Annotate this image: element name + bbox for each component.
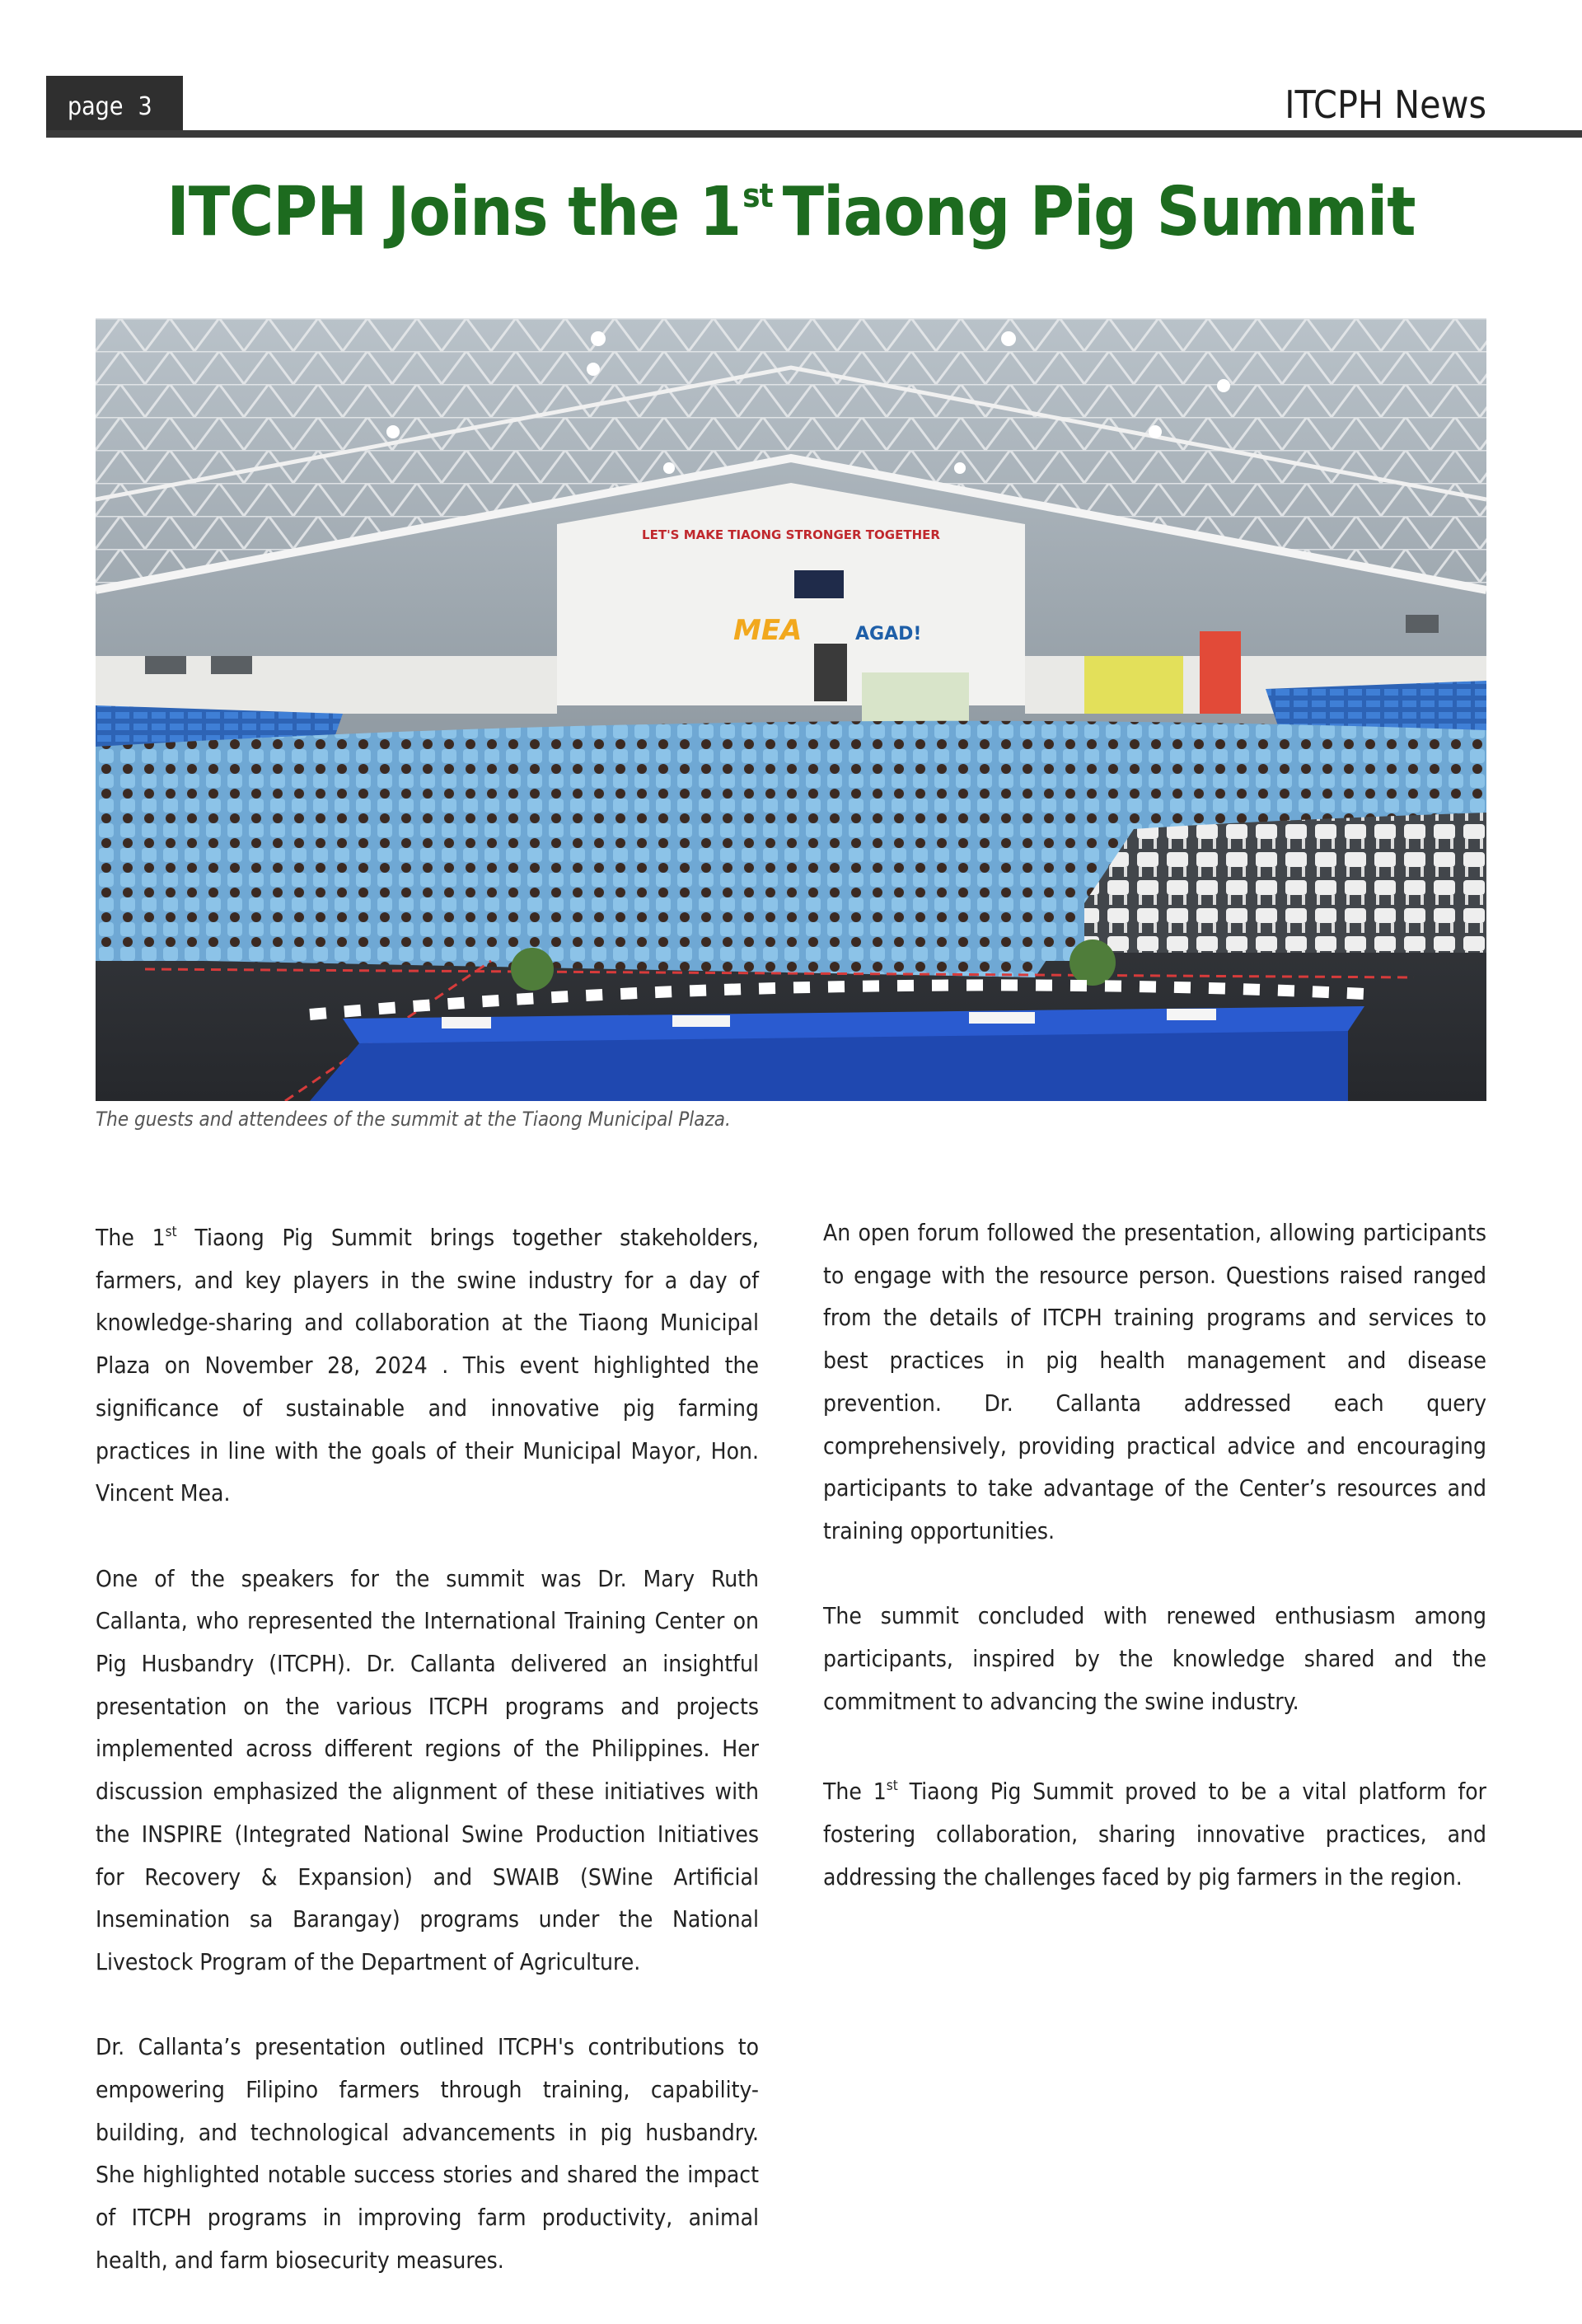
right-p3-ordinal: st [886, 1778, 898, 1795]
sign-right-text: AGAD! [855, 624, 922, 644]
right-paragraph-1: An open forum followed the presentation, allowing participants to engage with the resource person. Questions raised ranged from the details of ITCPH training programs and services to best practices in pig health management and disease prevention. Dr. Callanta addressed each query comprehensively, providing practical advice and encouraging participants to take advantage of the Center’s resources and training opportunities. [823, 1219, 1486, 1544]
event-photo [96, 318, 1486, 1101]
left-paragraph-3: Dr. Callanta’s presentation outlined ITCPH's contributions to empowering Filipino farmers through training, capability-building, and technological advancements in pig husbandry. She highlighted notable success stories and shared the impact of ITCPH programs in improving farm productivity, animal health, and farm biosecurity measures. [96, 2033, 759, 2274]
right-p3-start: The 1 [823, 1778, 887, 1806]
publication-title: ITCPH News [1285, 82, 1486, 127]
article-headline [0, 173, 1582, 251]
page-number-tab [46, 76, 183, 137]
left-paragraph-2: One of the speakers for the summit was Dr. Mary Ruth Callanta, who represented the International Training Center on Pig Husbandry (ITCPH). Dr. Callanta delivered an insightful presentation on the various ITCPH programs and projects implemented across different regions of the Philippines. Her discussion emphasized the alignment of these initiatives with the INSPIRE (Integrated National Swine Production Initiatives for Recovery & Expansion) and SWAIB (SWine Artificial Insemination sa Barangay) programs under the National Livestock Program of the Department of Agriculture. [96, 1564, 759, 1975]
left-p1-ordinal: st [165, 1224, 177, 1240]
left-paragraph-1 [96, 1211, 759, 1515]
left-p1-rest: Tiaong Pig Summit brings together stakeholders, farmers, and key players in the swine industry for a day of knowledge-sharing and collaboration at the Tiaong Municipal Plaza on November 28, 2024 . This event highlighted the significance of sustainable and innovative pig farming practices in line with the goals of their Municipal Mayor, Hon. Vincent Mea. [96, 1224, 759, 1507]
photo-caption: The guests and attendees of the summit at the Tiaong Municipal Plaza. [96, 1108, 731, 1131]
page-number: 3 [138, 91, 152, 121]
right-p3-rest: Tiaong Pig Summit proved to be a vital platform for fostering collaboration, sharing innovative practices, and addressing the challenges faced by pig farmers in the region. [823, 1778, 1486, 1891]
headline-ordinal: st [742, 177, 773, 215]
banner-text: LET'S MAKE TIAONG STRONGER TOGETHER [642, 527, 940, 542]
sign-left-text: MEA [733, 614, 803, 647]
headline-part-2: Tiaong Pig Summit [782, 173, 1416, 251]
page-label: page [68, 91, 124, 121]
right-paragraph-2: The summit concluded with renewed enthusiasm among participants, inspired by the knowledge shared and the commitment to advancing the swine industry. [823, 1602, 1486, 1715]
event-photo-illustration [96, 318, 1486, 1101]
header-rule [46, 130, 1582, 138]
left-p1-start: The 1 [96, 1224, 166, 1251]
article-column-right [823, 1211, 1486, 1941]
article-column-left [96, 1211, 759, 2324]
right-paragraph-3 [823, 1765, 1486, 1898]
headline-part-1: ITCPH Joins the 1 [166, 173, 742, 251]
